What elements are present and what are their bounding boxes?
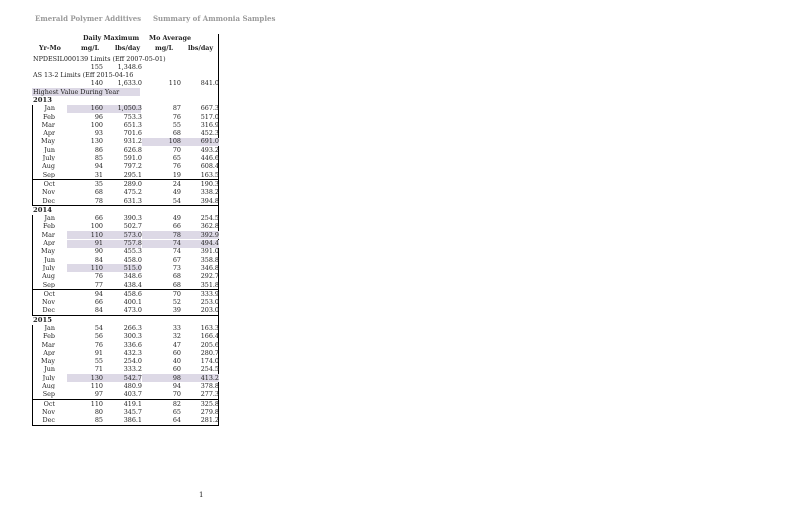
daily-lbs-cell: 931.2: [123, 138, 142, 145]
daily-mgl-cell: 85: [94, 417, 103, 424]
daily-mgl-cell: 110: [90, 383, 103, 390]
avg-lbs-cell: 338.2: [200, 189, 219, 196]
daily-mgl-cell: 110: [90, 231, 103, 239]
avg-lbs-cell: 351.8: [200, 281, 219, 288]
table-row: [32, 281, 219, 289]
daily-lbs-cell: 345.7: [123, 408, 142, 416]
month-cell: Jan: [44, 325, 55, 332]
avg-mgl-cell: 67: [172, 256, 181, 264]
daily-lbs-cell: 480.9: [123, 383, 142, 390]
daily-mgl-header: mg/L: [81, 44, 100, 52]
daily-mgl-cell: 130: [90, 138, 103, 145]
month-cell: Aug: [42, 383, 55, 390]
month-cell: Jan: [44, 105, 55, 112]
daily-mgl-cell: 86: [94, 146, 103, 154]
month-cell: July: [42, 374, 55, 382]
table-row: [32, 307, 219, 315]
daily-mgl-cell: 55: [94, 358, 103, 365]
daily-lbs-cell: 651.3: [123, 121, 142, 129]
table-row: [32, 264, 219, 272]
daily-mgl-cell: 160: [90, 105, 103, 112]
table-row: [32, 155, 219, 163]
daily-mgl-cell: 130: [90, 374, 103, 382]
table-row: [32, 215, 219, 223]
avg-mgl-cell: 68: [172, 130, 181, 137]
daily-mgl-cell: 110: [90, 400, 103, 408]
daily-mgl-cell: 84: [94, 256, 103, 264]
table-row: [32, 163, 219, 171]
year-label: 2013: [33, 95, 52, 104]
month-cell: Apr: [43, 349, 55, 357]
table-row: [32, 231, 219, 239]
avg-mgl-cell: 40: [172, 358, 181, 365]
daily-lbs-cell: 295.1: [123, 171, 142, 179]
table-row: [32, 333, 219, 341]
daily-lbs-cell: 757.8: [123, 240, 142, 247]
avg-mgl-cell: 87: [172, 105, 181, 112]
avg-lbs-cell: 391.0: [200, 248, 219, 255]
table-row: [32, 391, 219, 399]
daily-lbs-cell: 458.6: [123, 290, 142, 298]
limit-daily-lbs: 1,633.0: [117, 80, 142, 87]
daily-lbs-cell: 419.1: [123, 400, 142, 408]
year-block: [32, 105, 219, 207]
avg-lbs-header: lbs/day: [188, 44, 214, 52]
daily-mgl-cell: 78: [94, 197, 103, 204]
avg-lbs-cell: 394.8: [200, 197, 219, 204]
limit-avg-lbs: 841.0: [200, 80, 219, 87]
table-row: [32, 223, 219, 231]
daily-lbs-cell: 386.1: [123, 417, 142, 424]
avg-mgl-cell: 65: [172, 408, 181, 416]
month-cell: Jan: [44, 215, 55, 222]
month-cell: Jun: [44, 366, 55, 373]
daily-lbs-cell: 336.6: [123, 341, 142, 348]
table-row: [32, 366, 219, 374]
avg-mgl-cell: 55: [172, 121, 181, 129]
table-row: [32, 256, 219, 264]
month-cell: Oct: [43, 180, 55, 188]
month-cell: Aug: [42, 273, 55, 280]
monthly-average-header: Mo Average: [149, 34, 192, 42]
avg-mgl-cell: 24: [172, 180, 181, 188]
avg-mgl-cell: 74: [172, 248, 181, 255]
table-row: [32, 299, 219, 307]
month-cell: Oct: [43, 290, 55, 298]
avg-lbs-cell: 325.8: [200, 400, 219, 408]
table-row: [32, 248, 219, 256]
limit-avg-mgl: 110: [168, 80, 181, 87]
month-cell: Sep: [42, 171, 55, 179]
daily-lbs-cell: 753.3: [123, 113, 142, 120]
avg-lbs-cell: 254.5: [200, 215, 219, 222]
year-label: 2014: [33, 205, 52, 214]
month-cell: July: [42, 155, 55, 162]
month-cell: Dec: [42, 307, 55, 314]
month-cell: Jun: [44, 256, 55, 264]
avg-mgl-cell: 98: [172, 374, 181, 382]
daily-mgl-cell: 110: [90, 264, 103, 272]
daily-mgl-cell: 76: [94, 273, 103, 280]
avg-mgl-cell: 19: [172, 171, 181, 179]
avg-lbs-cell: 517.0: [200, 113, 219, 120]
daily-mgl-cell: 66: [94, 299, 103, 306]
month-cell: Nov: [41, 299, 55, 306]
daily-mgl-cell: 31: [94, 171, 103, 179]
month-cell: May: [41, 248, 55, 255]
avg-mgl-cell: 65: [172, 155, 181, 162]
table-row: [32, 374, 219, 382]
table-row: [32, 417, 219, 425]
month-cell: May: [41, 358, 55, 365]
avg-lbs-cell: 413.2: [200, 374, 219, 382]
avg-mgl-cell: 49: [172, 189, 181, 196]
table-row: [32, 113, 219, 121]
table-row: [32, 105, 219, 113]
daily-lbs-cell: 458.0: [123, 256, 142, 264]
table-row: [32, 138, 219, 146]
daily-mgl-cell: 94: [94, 163, 103, 170]
avg-mgl-cell: 49: [172, 215, 181, 222]
ammonia-summary-table: [32, 34, 219, 426]
table-row: [32, 197, 219, 205]
daily-mgl-cell: 76: [94, 341, 103, 348]
month-cell: Dec: [42, 417, 55, 424]
table-row: [32, 189, 219, 197]
table-row: [32, 130, 219, 138]
month-cell: Dec: [42, 197, 55, 204]
daily-mgl-cell: 100: [90, 121, 103, 129]
avg-mgl-cell: 70: [172, 290, 181, 298]
daily-lbs-cell: 542.7: [123, 374, 142, 382]
avg-lbs-cell: 205.6: [200, 341, 219, 348]
daily-lbs-cell: 701.6: [123, 130, 142, 137]
year-heading: [32, 96, 219, 104]
limit-daily-mgl: 140: [90, 80, 103, 87]
daily-mgl-cell: 77: [94, 281, 103, 288]
daily-lbs-cell: 390.3: [123, 215, 142, 222]
avg-mgl-cell: 32: [172, 333, 181, 340]
table-row: [32, 358, 219, 366]
year-block: [32, 215, 219, 317]
daily-mgl-cell: 93: [94, 130, 103, 137]
month-cell: Jun: [44, 146, 55, 154]
table-row: [32, 349, 219, 357]
avg-mgl-cell: 70: [172, 146, 181, 154]
daily-lbs-cell: 254.0: [123, 358, 142, 365]
highest-value-label: Highest Value During Year: [33, 87, 120, 96]
year-label: 2015: [33, 315, 52, 324]
avg-lbs-cell: 316.9: [200, 121, 219, 129]
table-row: [32, 146, 219, 154]
daily-mgl-cell: 56: [94, 333, 103, 340]
table-row: [32, 325, 219, 333]
daily-mgl-cell: 68: [94, 189, 103, 196]
limit-row: [32, 55, 219, 63]
limit-daily-mgl: 155: [90, 63, 103, 71]
month-cell: Sep: [42, 391, 55, 398]
daily-lbs-cell: 438.4: [123, 281, 142, 288]
avg-lbs-cell: 203.0: [200, 307, 219, 314]
avg-lbs-cell: 280.7: [200, 349, 219, 357]
month-cell: Oct: [43, 400, 55, 408]
daily-mgl-cell: 97: [94, 391, 103, 398]
month-cell: May: [41, 138, 55, 145]
avg-lbs-cell: 292.7: [200, 273, 219, 280]
daily-lbs-cell: 300.3: [123, 333, 142, 340]
company-name: Emerald Polymer Additives: [35, 14, 142, 23]
avg-lbs-cell: 358.8: [200, 256, 219, 264]
table-row: [32, 171, 219, 179]
avg-lbs-cell: 494.4: [200, 240, 219, 247]
table-row: [32, 290, 219, 298]
avg-mgl-cell: 60: [172, 366, 181, 373]
avg-lbs-cell: 281.2: [200, 417, 219, 424]
avg-lbs-cell: 190.3: [200, 180, 219, 188]
table-row: [32, 383, 219, 391]
daily-mgl-cell: 90: [94, 248, 103, 255]
avg-mgl-header: mg/L: [155, 44, 174, 52]
table-row: [32, 240, 219, 248]
daily-lbs-cell: 475.2: [123, 189, 142, 196]
month-cell: Mar: [41, 231, 55, 239]
month-cell: Mar: [41, 121, 55, 129]
avg-lbs-cell: 277.3: [200, 391, 219, 398]
month-cell: Nov: [41, 189, 55, 196]
daily-lbs-cell: 400.1: [123, 299, 142, 306]
avg-mgl-cell: 70: [172, 391, 181, 398]
avg-lbs-cell: 667.3: [200, 105, 219, 112]
avg-mgl-cell: 52: [172, 299, 181, 306]
header-row-units: [32, 44, 219, 55]
daily-mgl-cell: 66: [94, 215, 103, 222]
daily-lbs-cell: 591.0: [123, 155, 142, 162]
report-title: Summary of Ammonia Samples: [153, 14, 276, 23]
daily-lbs-cell: 266.3: [123, 325, 142, 332]
daily-mgl-cell: 100: [90, 223, 103, 230]
month-cell: Sep: [42, 281, 55, 288]
daily-lbs-cell: 502.7: [123, 223, 142, 230]
avg-mgl-cell: 73: [172, 264, 181, 272]
limit-label: AS 13-2 Limits (Eff 2015-04-16: [33, 71, 134, 80]
quarter-rule: [32, 425, 219, 426]
daily-lbs-cell: 473.0: [123, 307, 142, 314]
avg-mgl-cell: 68: [172, 281, 181, 288]
avg-mgl-cell: 66: [172, 223, 181, 230]
avg-lbs-cell: 279.8: [200, 408, 219, 416]
table-body: [32, 55, 219, 426]
daily-lbs-cell: 432.3: [123, 349, 142, 357]
avg-lbs-cell: 378.8: [200, 383, 219, 390]
daily-mgl-cell: 96: [94, 113, 103, 120]
avg-lbs-cell: 346.8: [200, 264, 219, 272]
month-cell: Feb: [43, 223, 55, 230]
avg-mgl-cell: 33: [172, 325, 181, 332]
year-heading: [32, 316, 219, 324]
month-cell: Aug: [42, 163, 55, 170]
daily-lbs-cell: 626.8: [123, 146, 142, 154]
header-row-groups: [32, 34, 219, 44]
avg-mgl-cell: 82: [172, 400, 181, 408]
avg-lbs-cell: 446.6: [200, 155, 219, 162]
daily-lbs-cell: 348.6: [123, 273, 142, 280]
daily-mgl-cell: 94: [94, 290, 103, 298]
avg-mgl-cell: 54: [172, 197, 181, 204]
avg-lbs-cell: 333.9: [200, 290, 219, 298]
year-heading: [32, 206, 219, 214]
month-cell: Apr: [43, 130, 55, 137]
table-row: [32, 341, 219, 349]
table-row: [32, 408, 219, 416]
avg-lbs-cell: 493.2: [200, 146, 219, 154]
avg-mgl-cell: 94: [172, 383, 181, 390]
document-header: [35, 14, 276, 23]
daily-mgl-cell: 84: [94, 307, 103, 314]
year-block: [32, 325, 219, 427]
avg-lbs-cell: 608.4: [200, 163, 219, 170]
month-cell: Feb: [43, 333, 55, 340]
avg-lbs-cell: 174.0: [200, 358, 219, 365]
daily-lbs-header: lbs/day: [115, 44, 141, 52]
month-cell: Nov: [41, 408, 55, 416]
table-row: [32, 273, 219, 281]
avg-lbs-cell: 253.0: [200, 299, 219, 306]
avg-lbs-cell: 163.3: [200, 325, 219, 332]
table-row: [32, 180, 219, 188]
daily-mgl-cell: 54: [94, 325, 103, 332]
avg-mgl-cell: 60: [172, 349, 181, 357]
page-number: 1: [199, 491, 204, 499]
daily-mgl-cell: 71: [94, 366, 103, 373]
avg-mgl-cell: 68: [172, 273, 181, 280]
daily-lbs-cell: 1,050.3: [117, 105, 142, 112]
avg-lbs-cell: 166.4: [200, 333, 219, 340]
avg-mgl-cell: 39: [172, 307, 181, 314]
daily-mgl-cell: 85: [94, 155, 103, 162]
avg-lbs-cell: 452.3: [200, 130, 219, 137]
avg-lbs-cell: 362.8: [200, 223, 219, 230]
daily-lbs-cell: 797.2: [123, 163, 142, 170]
yr-mo-header: Yr-Mo: [39, 44, 61, 52]
daily-lbs-cell: 403.7: [123, 391, 142, 398]
daily-lbs-cell: 631.3: [123, 197, 142, 204]
daily-mgl-cell: 91: [94, 240, 103, 247]
daily-mgl-cell: 91: [94, 349, 103, 357]
table-row: [32, 400, 219, 408]
daily-mgl-cell: 80: [94, 408, 103, 416]
limit-label: NPDESIL000139 Limits (Eff 2007-05-01): [33, 54, 166, 63]
avg-lbs-cell: 163.5: [200, 171, 219, 179]
table-row: [32, 121, 219, 129]
month-cell: Feb: [43, 113, 55, 120]
avg-mgl-cell: 108: [168, 138, 181, 145]
daily-lbs-cell: 573.0: [123, 231, 142, 239]
daily-lbs-cell: 333.2: [123, 366, 142, 373]
avg-mgl-cell: 64: [172, 417, 181, 424]
daily-lbs-cell: 455.3: [123, 248, 142, 255]
limit-daily-lbs: 1,348.6: [117, 63, 142, 71]
avg-mgl-cell: 78: [172, 231, 181, 239]
avg-mgl-cell: 76: [172, 163, 181, 170]
avg-mgl-cell: 47: [172, 341, 181, 348]
month-cell: Apr: [43, 240, 55, 247]
avg-lbs-cell: 392.9: [200, 231, 219, 239]
daily-maximum-header: Daily Maximum: [83, 34, 140, 42]
limit-row: [32, 72, 219, 80]
limit-values-row: [32, 80, 219, 88]
daily-lbs-cell: 515.0: [123, 264, 142, 272]
daily-mgl-cell: 35: [94, 180, 103, 188]
avg-lbs-cell: 254.5: [200, 366, 219, 373]
month-cell: Mar: [41, 341, 55, 348]
avg-lbs-cell: 691.0: [200, 138, 219, 145]
avg-mgl-cell: 74: [172, 240, 181, 247]
month-cell: July: [42, 264, 55, 272]
avg-mgl-cell: 76: [172, 113, 181, 120]
daily-lbs-cell: 289.0: [123, 180, 142, 188]
